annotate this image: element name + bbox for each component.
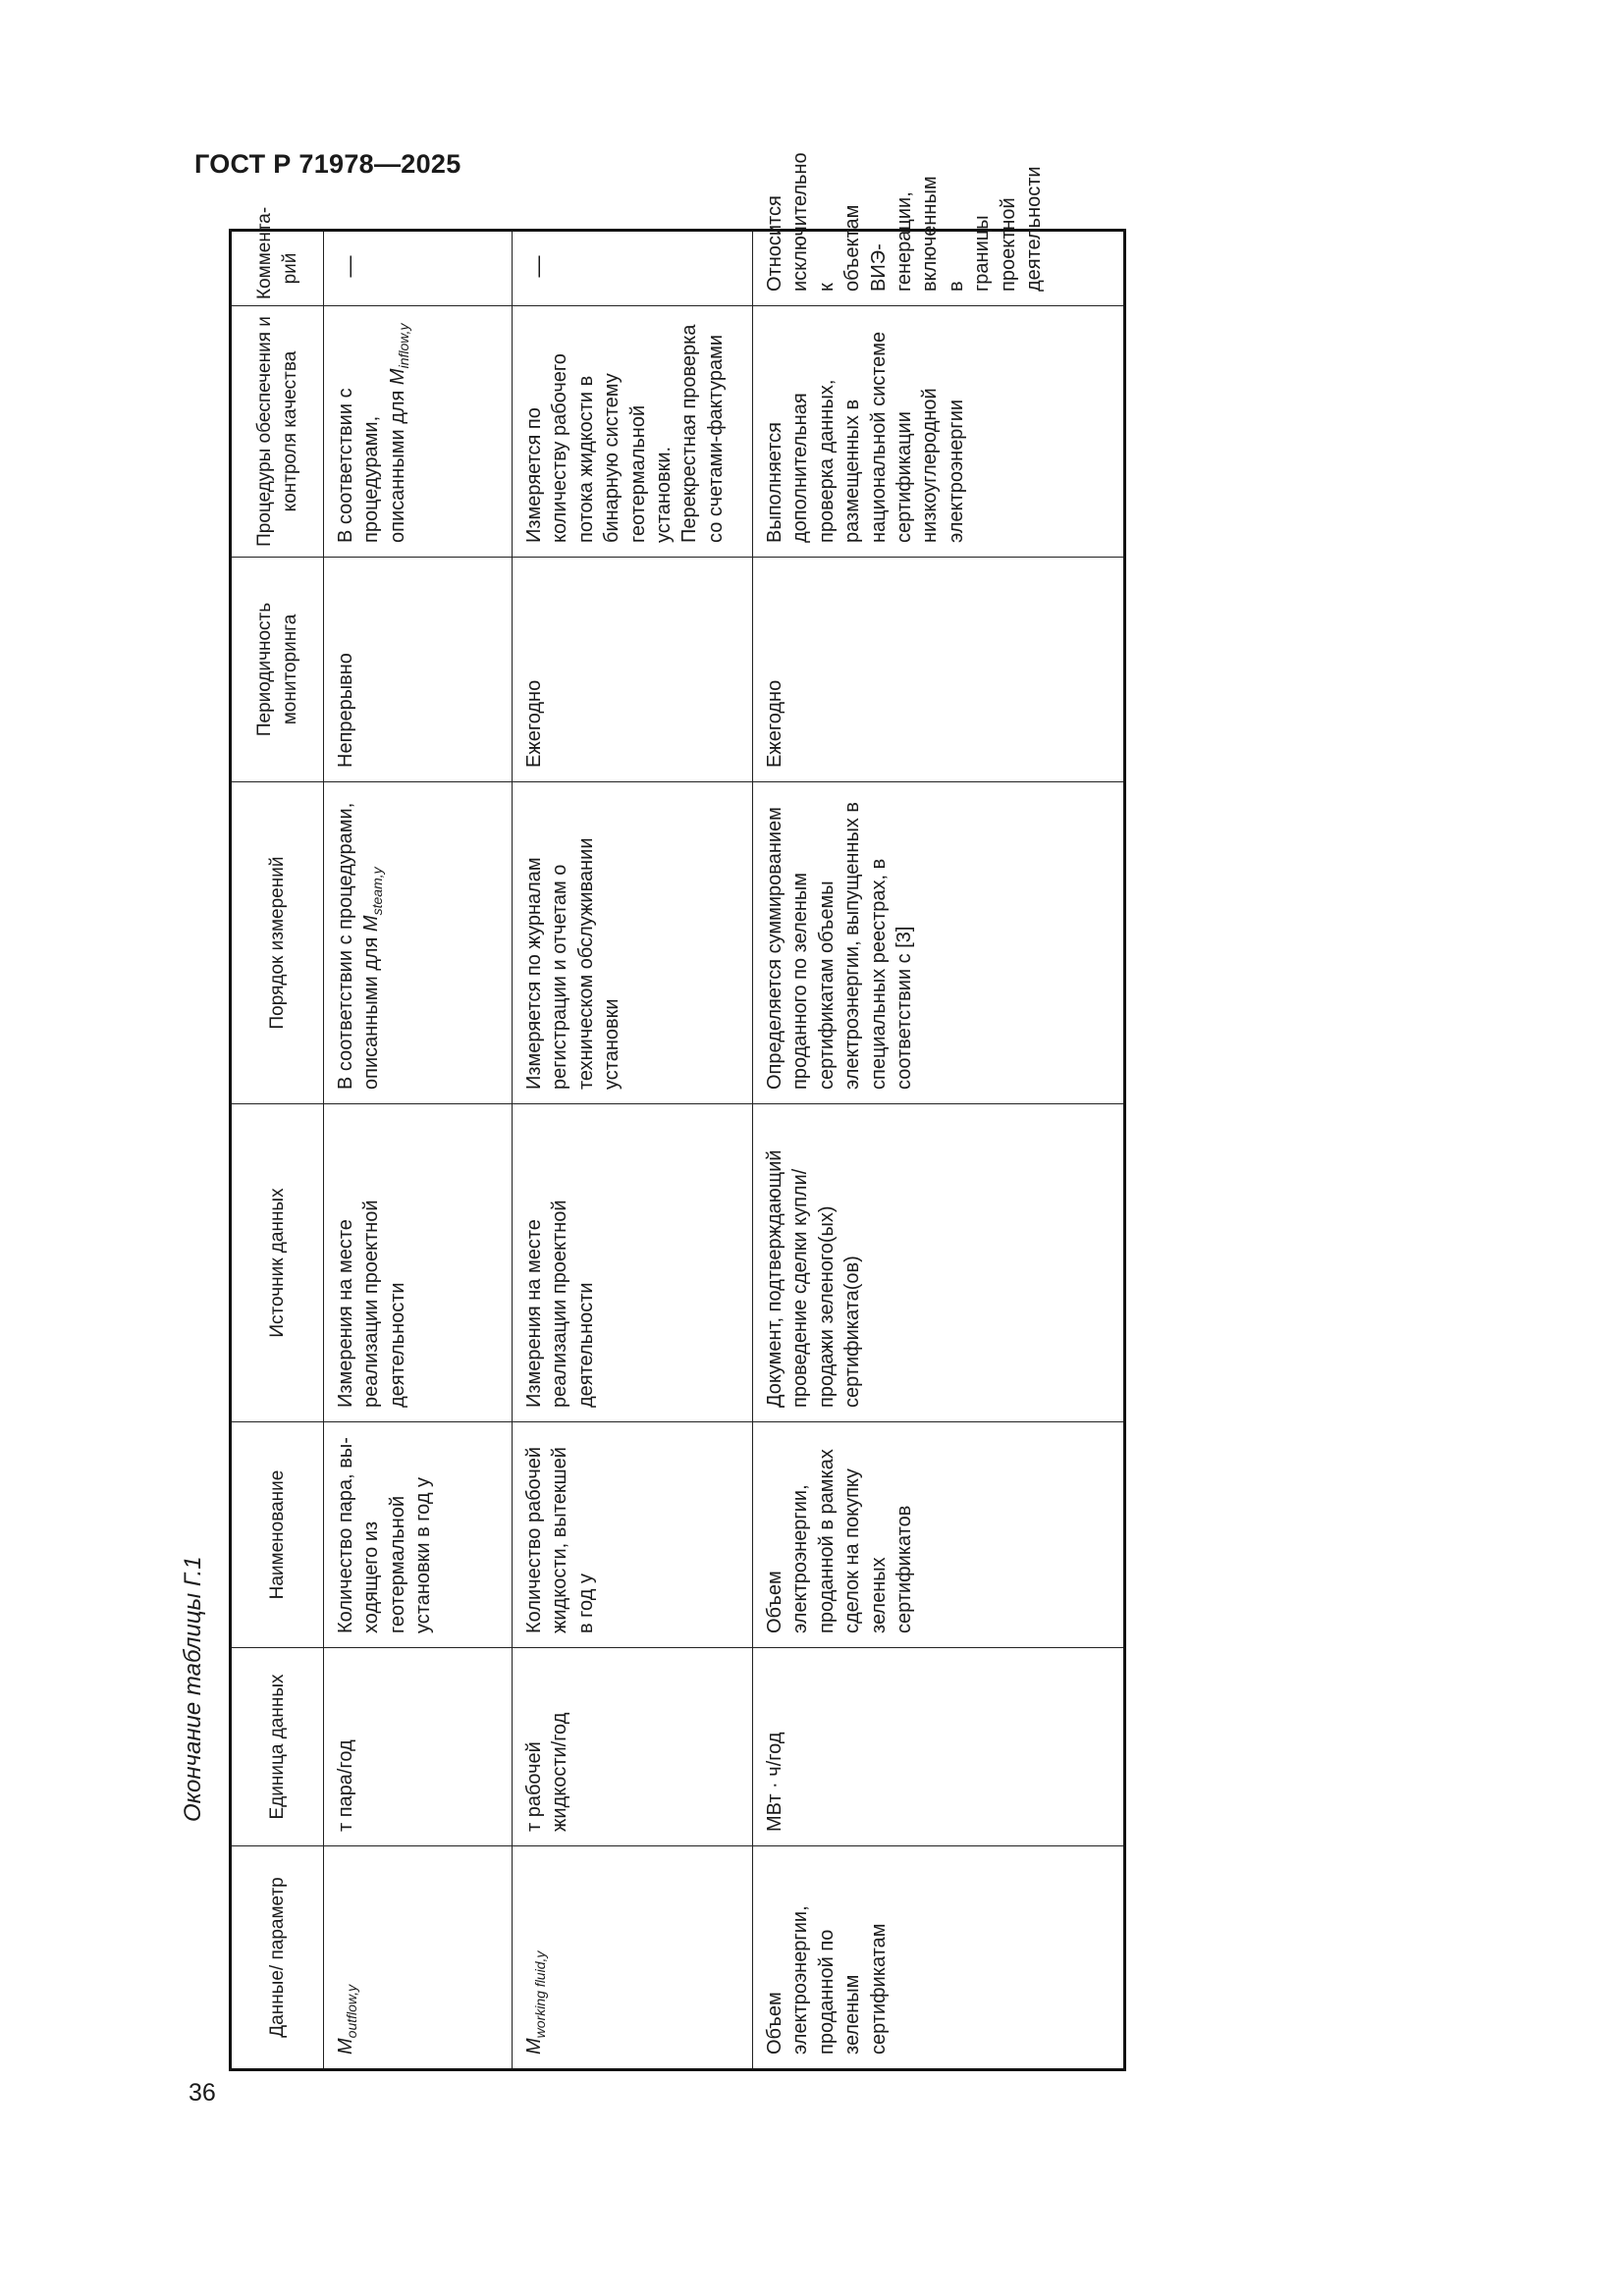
source-cell: Документ, подтверждающий проведение сделки купли/продажи зеленого(ых) сертификата(ов) <box>753 1104 1125 1422</box>
unit-cell: т рабочей жидкости/год <box>513 1648 753 1846</box>
column-header: Наименование <box>231 1422 324 1648</box>
table-row <box>324 231 513 2070</box>
column-header: Данные/ параметр <box>231 1846 324 2070</box>
param-cell: Объем электроэнергии, проданной по зеленым сертификатам <box>753 1846 1125 2070</box>
comment-cell: Относится исключительно к объектам ВИЭ-генерации, включенным в границы проектной деятельности <box>753 231 1125 306</box>
qa-cell: Выполняется дополнительная проверка данных, размещенных в национальной системе сертификации низкоуглеродной электроэнергии <box>753 306 1125 558</box>
frequency-cell: Ежегодно <box>513 558 753 782</box>
table-header-row <box>231 231 324 2070</box>
column-header: Процедуры обеспечения и контроля качества <box>231 306 324 558</box>
comment-cell: — <box>513 231 753 306</box>
document-header: ГОСТ Р 71978—2025 <box>194 149 461 179</box>
table-caption: Окончание таблицы Г.1 <box>180 1556 206 1822</box>
column-header: Источник данных <box>231 1104 324 1422</box>
name-cell: Количество пара, вы-ходящего из геотермальной установки в год y <box>324 1422 513 1648</box>
param-cell: $M_{working fluid,y}$ <box>513 1846 753 2070</box>
comment-cell: — <box>324 231 513 306</box>
column-header: Коммента-рий <box>231 231 324 306</box>
source-cell: Измерения на месте реализации проектной деятельности <box>324 1104 513 1422</box>
param-cell: $M_{outflow,y}$ <box>324 1846 513 2070</box>
table-row <box>513 231 753 2070</box>
qa-cell: Измеряется по количеству рабочего потока жидкости в бинарную систему геотермальной установки. Перекрестная проверка со счетами-фактурами <box>513 306 753 558</box>
method-cell: В соответствии с процедурами, описанными для $M_{steam,y}$ <box>324 782 513 1104</box>
name-cell: Объем электроэнергии, проданной в рамках сделок на покупку зеленых сертификатов <box>753 1422 1125 1648</box>
source-cell: Измерения на месте реализации проектной деятельности <box>513 1104 753 1422</box>
unit-cell: МВт · ч/год <box>753 1648 1125 1846</box>
column-header: Порядок измерений <box>231 782 324 1104</box>
unit-cell: т пара/год <box>324 1648 513 1846</box>
column-header: Единица данных <box>231 1648 324 1846</box>
method-cell: Измеряется по журналам регистрации и отчетам о техническом обслуживании установки <box>513 782 753 1104</box>
method-cell: Определяется суммированием проданного по зеленым сертификатам объемы электроэнергии, выпущенных в специальных реестрах, в соответствии с [3] <box>753 782 1125 1104</box>
page-number: 36 <box>189 2079 216 2107</box>
name-cell: Количество рабочей жидкости, вытекшей в год y <box>513 1422 753 1648</box>
column-header: Периодичность мониторинга <box>231 558 324 782</box>
table-row <box>753 231 1125 2070</box>
frequency-cell: Ежегодно <box>753 558 1125 782</box>
frequency-cell: Непрерывно <box>324 558 513 782</box>
qa-cell: В соответствии с процедурами, описанными для $M_{inflow,y}$ <box>324 306 513 558</box>
